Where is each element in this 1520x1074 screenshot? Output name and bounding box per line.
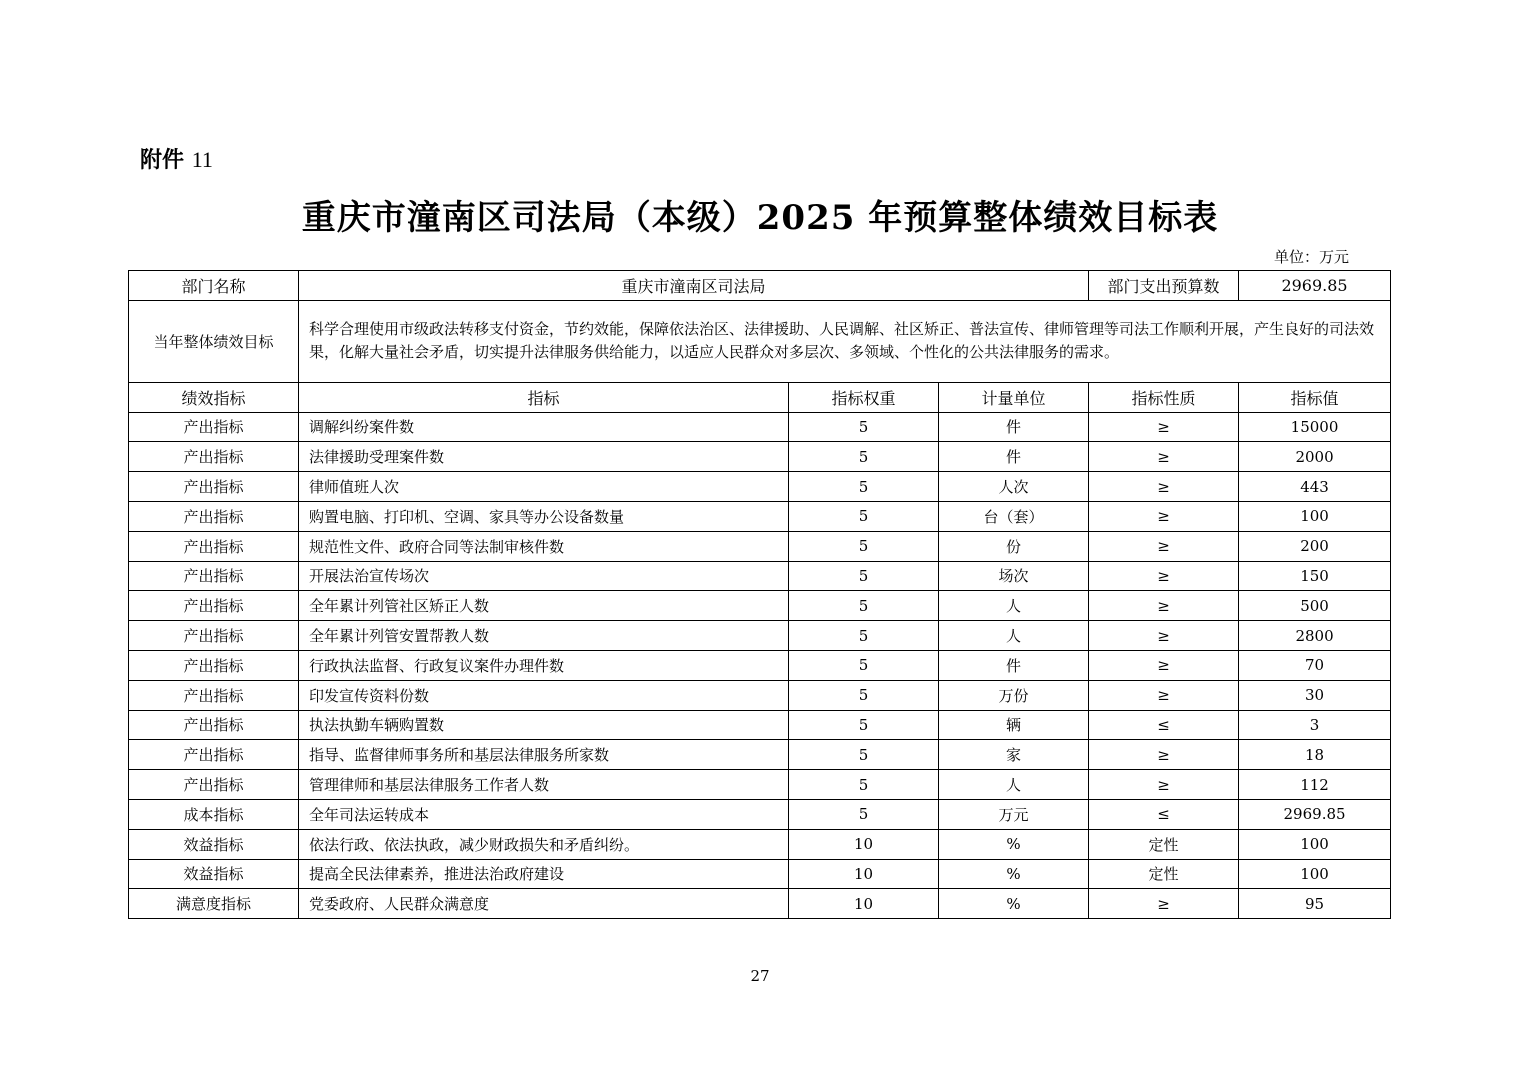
table-cell: 件 xyxy=(939,442,1089,472)
dept-name-value: 重庆市潼南区司法局 xyxy=(299,271,1089,301)
table-cell: 件 xyxy=(939,650,1089,680)
attachment-number: 11 xyxy=(191,147,213,172)
table-cell: 家 xyxy=(939,740,1089,770)
table-cell: 10 xyxy=(789,859,939,889)
table-cell: 场次 xyxy=(939,561,1089,591)
table-cell: 5 xyxy=(789,680,939,710)
table-cell: 443 xyxy=(1239,472,1391,502)
table-cell: 指导、监督律师事务所和基层法律服务所家数 xyxy=(299,740,789,770)
table-cell: 3 xyxy=(1239,710,1391,740)
table-cell: ≥ xyxy=(1089,889,1239,919)
table-cell: 印发宣传资料份数 xyxy=(299,680,789,710)
table-cell: ≥ xyxy=(1089,412,1239,442)
header-cell: 计量单位 xyxy=(939,382,1089,412)
table-row xyxy=(129,531,1391,561)
table-row xyxy=(129,412,1391,442)
dept-row xyxy=(129,271,1391,301)
table-row xyxy=(129,591,1391,621)
table-row xyxy=(129,799,1391,829)
table-cell: 30 xyxy=(1239,680,1391,710)
table-cell: 5 xyxy=(789,412,939,442)
dept-budget-value: 2969.85 xyxy=(1239,271,1391,301)
table-cell: 产出指标 xyxy=(129,650,299,680)
table-cell: 人 xyxy=(939,770,1089,800)
table-cell: 万元 xyxy=(939,799,1089,829)
table-cell: 5 xyxy=(789,770,939,800)
table-cell: 全年累计列管安置帮教人数 xyxy=(299,621,789,651)
table-cell: 成本指标 xyxy=(129,799,299,829)
table-cell: 95 xyxy=(1239,889,1391,919)
table-row xyxy=(129,650,1391,680)
table-cell: 全年累计列管社区矫正人数 xyxy=(299,591,789,621)
table-row xyxy=(129,859,1391,889)
table-cell: 产出指标 xyxy=(129,710,299,740)
table-cell: ≥ xyxy=(1089,740,1239,770)
table-cell: 效益指标 xyxy=(129,829,299,859)
table-cell: ≥ xyxy=(1089,621,1239,651)
table-cell: ≥ xyxy=(1089,680,1239,710)
table-row xyxy=(129,621,1391,651)
table-cell: 5 xyxy=(789,799,939,829)
table-cell: 人次 xyxy=(939,472,1089,502)
table-cell: 产出指标 xyxy=(129,770,299,800)
table-row xyxy=(129,472,1391,502)
table-cell: 执法执勤车辆购置数 xyxy=(299,710,789,740)
table-cell: 100 xyxy=(1239,501,1391,531)
table-row xyxy=(129,740,1391,770)
header-cell: 绩效指标 xyxy=(129,382,299,412)
table-cell: 10 xyxy=(789,889,939,919)
table-row xyxy=(129,501,1391,531)
table-row xyxy=(129,442,1391,472)
page-number: 27 xyxy=(750,967,770,985)
table-row xyxy=(129,561,1391,591)
table-cell: 18 xyxy=(1239,740,1391,770)
table-cell: 产出指标 xyxy=(129,680,299,710)
table-cell: 全年司法运转成本 xyxy=(299,799,789,829)
table-cell: 5 xyxy=(789,561,939,591)
table-cell: 定性 xyxy=(1089,829,1239,859)
table-cell: 100 xyxy=(1239,859,1391,889)
goal-row xyxy=(129,300,1391,382)
table-cell: 产出指标 xyxy=(129,442,299,472)
table-cell: ≥ xyxy=(1089,531,1239,561)
table-cell: 产出指标 xyxy=(129,472,299,502)
dept-name-label: 部门名称 xyxy=(129,271,299,301)
table-row xyxy=(129,710,1391,740)
table-cell: 满意度指标 xyxy=(129,889,299,919)
table-cell: 5 xyxy=(789,621,939,651)
table-cell: 2800 xyxy=(1239,621,1391,651)
table-cell: 2000 xyxy=(1239,442,1391,472)
header-cell: 指标性质 xyxy=(1089,382,1239,412)
attachment-label xyxy=(140,143,213,174)
table-cell: 5 xyxy=(789,591,939,621)
table-cell: ≥ xyxy=(1089,650,1239,680)
table-cell: 15000 xyxy=(1239,412,1391,442)
table-cell: ≤ xyxy=(1089,799,1239,829)
table-cell: 件 xyxy=(939,412,1089,442)
table-cell: 112 xyxy=(1239,770,1391,800)
table-cell: 辆 xyxy=(939,710,1089,740)
table-cell: 份 xyxy=(939,531,1089,561)
table-row xyxy=(129,680,1391,710)
table-cell: 产出指标 xyxy=(129,621,299,651)
table-cell: 管理律师和基层法律服务工作者人数 xyxy=(299,770,789,800)
document-title: 重庆市潼南区司法局（本级）2025 年预算整体绩效目标表 xyxy=(301,198,1219,238)
table-cell: 产出指标 xyxy=(129,740,299,770)
performance-table xyxy=(128,270,1391,919)
table-cell: 产出指标 xyxy=(129,412,299,442)
table-cell: % xyxy=(939,889,1089,919)
table-cell: 2969.85 xyxy=(1239,799,1391,829)
table-cell: 产出指标 xyxy=(129,501,299,531)
header-cell: 指标 xyxy=(299,382,789,412)
table-row xyxy=(129,829,1391,859)
table-cell: 人 xyxy=(939,591,1089,621)
table-cell: % xyxy=(939,859,1089,889)
table-cell: ≥ xyxy=(1089,561,1239,591)
table-cell: 规范性文件、政府合同等法制审核件数 xyxy=(299,531,789,561)
table-cell: 万份 xyxy=(939,680,1089,710)
table-cell: 调解纠纷案件数 xyxy=(299,412,789,442)
table-cell: 依法行政、依法执政，减少财政损失和矛盾纠纷。 xyxy=(299,829,789,859)
table-cell: 5 xyxy=(789,472,939,502)
table-cell: 效益指标 xyxy=(129,859,299,889)
table-cell: 5 xyxy=(789,650,939,680)
table-row xyxy=(129,770,1391,800)
table-row xyxy=(129,889,1391,919)
table-cell: 5 xyxy=(789,740,939,770)
header-cell: 指标权重 xyxy=(789,382,939,412)
table-cell: 行政执法监督、行政复议案件办理件数 xyxy=(299,650,789,680)
table-cell: ≥ xyxy=(1089,501,1239,531)
goal-text: 科学合理使用市级政法转移支付资金，节约效能，保障依法治区、法律援助、人民调解、社区矫正、普法宣传、律师管理等司法工作顺利开展，产生良好的司法效果，化解大量社会矛盾，切实提升法律服务供给能力，以适应人民群众对多层次、多领域、个性化的公共法律服务的需求。 xyxy=(299,300,1391,382)
table-cell: 产出指标 xyxy=(129,561,299,591)
dept-budget-label: 部门支出预算数 xyxy=(1089,271,1239,301)
header-cell: 指标值 xyxy=(1239,382,1391,412)
goal-label: 当年整体绩效目标 xyxy=(129,300,299,382)
table-cell: 人 xyxy=(939,621,1089,651)
table-cell: 5 xyxy=(789,531,939,561)
table-cell: ≥ xyxy=(1089,472,1239,502)
header-row xyxy=(129,382,1391,412)
table-cell: ≤ xyxy=(1089,710,1239,740)
table-cell: 产出指标 xyxy=(129,591,299,621)
table-cell: 提高全民法律素养，推进法治政府建设 xyxy=(299,859,789,889)
table-cell: 开展法治宣传场次 xyxy=(299,561,789,591)
table-cell: 500 xyxy=(1239,591,1391,621)
table-cell: 10 xyxy=(789,829,939,859)
table-cell: 律师值班人次 xyxy=(299,472,789,502)
table-cell: % xyxy=(939,829,1089,859)
table-cell: 产出指标 xyxy=(129,531,299,561)
table-cell: 5 xyxy=(789,501,939,531)
table-cell: 台（套） xyxy=(939,501,1089,531)
table-cell: ≥ xyxy=(1089,591,1239,621)
attachment-text: 附件 xyxy=(140,148,185,173)
table-cell: ≥ xyxy=(1089,442,1239,472)
table-cell: ≥ xyxy=(1089,770,1239,800)
table-cell: 5 xyxy=(789,442,939,472)
table-cell: 法律援助受理案件数 xyxy=(299,442,789,472)
table-cell: 党委政府、人民群众满意度 xyxy=(299,889,789,919)
table-cell: 100 xyxy=(1239,829,1391,859)
table-cell: 定性 xyxy=(1089,859,1239,889)
table-cell: 200 xyxy=(1239,531,1391,561)
table-cell: 购置电脑、打印机、空调、家具等办公设备数量 xyxy=(299,501,789,531)
table-cell: 5 xyxy=(789,710,939,740)
table-cell: 150 xyxy=(1239,561,1391,591)
table-cell: 70 xyxy=(1239,650,1391,680)
unit-label: 单位：万元 xyxy=(1274,248,1350,266)
